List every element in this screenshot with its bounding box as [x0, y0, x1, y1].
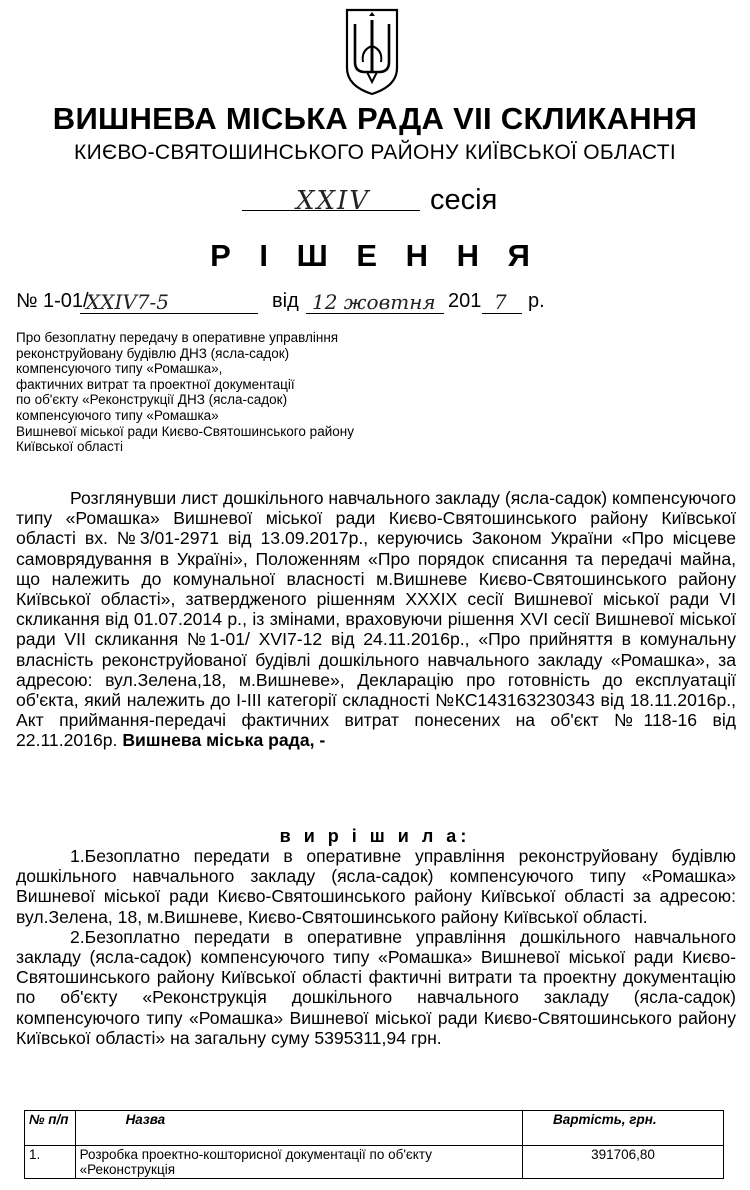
session-number-handwritten: XXIV	[296, 186, 371, 216]
header-no: № п/п	[25, 1111, 76, 1146]
subject-line: Київської області	[16, 439, 123, 455]
session-word: сесія	[430, 184, 498, 216]
year-suffix: р.	[528, 290, 545, 312]
cell-no: 1.	[25, 1146, 76, 1179]
year-digit-handwritten: 7	[494, 290, 507, 314]
preamble-text: Розглянувши лист дошкільного навчального закладу (ясла-садок) компенсуючого типу «Ромашка» Вишневої міської ради Києво-Святошинського району Київської області вх. №3/01-2971 від 13.09.2017р., керуючись Законом України «Про місцеве самоврядування в Україні», Положенням «Про порядок списання та передачі майна, що належить до комунальної власності м.Вишневе Києво-Святошинського району Київської області», затвердженого рішенням XXXIX сесії Вишневої міської ради VI скликання від 01.07.2014 р., із змінами, враховуючи рішення XVI сесії Вишневої міської ради VII скликання №1-01/ XVI7-12 від 24.11.2016р., «Про прийняття в комунальну власність реконструйованої будівлі дошкільного навчального закладу «Ромашка», за адресою: вул.Зелена,18, м.Вишневе», Декларацію про готовність до експлуатації об'єкта, який належить до I-III категорії складності №КС143163230343 від 18.11.2016р., Акт приймання-передачі фактичних витрат понесених на об'єкт №118-16 від 22.11.2016р.	[16, 488, 736, 751]
council-district: КИЄВО-СВЯТОШИНСЬКОГО РАЙОНУ КИЇВСЬКОЇ ОБЛАСТІ	[74, 141, 676, 164]
date-handwritten: 12 жовтня	[312, 290, 436, 314]
preamble-paragraph	[16, 488, 736, 751]
table-header-row	[25, 1111, 724, 1146]
trident-emblem-icon	[343, 6, 401, 96]
session-line	[242, 182, 542, 222]
preamble-bold-ending: Вишнева міська рада, -	[122, 730, 326, 751]
subject-line: Вишневої міської ради Києво-Святошинського району	[16, 423, 354, 439]
decision-item: 1.Безоплатно передати в оперативне управління реконструйовану будівлю дошкільного навчального закладу (ясла-садок) компенсуючого типу «Ромашка» Вишневої міської ради Києво-Святошинського району Київської області за адресою: вул.Зелена, 18, м.Вишневе, Києво-Святошинського району Київської області.	[16, 846, 736, 927]
document-title: Р І Ш Е Н Н Я	[210, 238, 540, 273]
decision-item: 2.Безоплатно передати в оперативне управління дошкільного навчального закладу (ясла-садок) компенсуючого типу «Ромашка» Вишневої міської ради Києво-Святошинського району Київської області фактичні витрати та проектну документацію по об'єкту «Реконструкція дошкільного навчального закладу (ясла-садок) компенсуючого типу «Ромашка» Вишневої міської ради Києво-Святошинського району Київської області» на загальну суму 5395311,94 грн.	[16, 926, 736, 1048]
table-row	[25, 1146, 724, 1179]
preamble	[16, 488, 736, 751]
header-cost: Вартість, грн.	[522, 1111, 723, 1146]
subject-block	[16, 330, 436, 455]
header-name: Назва	[75, 1111, 522, 1146]
subject-line: по об'єкту «Реконструкції ДНЗ (ясла-садок)	[16, 392, 288, 408]
decision-number-line	[16, 290, 736, 320]
cell-cost: 391706,80	[522, 1146, 723, 1179]
subject-line: реконструйовану будівлю ДНЗ (ясла-садок)	[16, 345, 290, 361]
decided-heading: в и р і ш и л а:	[279, 826, 471, 846]
council-title: ВИШНЕВА МІСЬКА РАДА VII СКЛИКАННЯ	[52, 101, 698, 136]
decision-items	[16, 846, 736, 1048]
cell-name: Розробка проектно-кошторисної документації по об'єкту «Реконструкція	[75, 1146, 522, 1179]
decision-prefix: № 1-01/	[16, 290, 89, 312]
subject-line: Про безоплатну передачу в оперативне управління	[16, 330, 339, 345]
subject-line: компенсуючого типу «Ромашка»,	[16, 361, 223, 377]
year-prefix: 201	[448, 290, 482, 312]
costs-table	[24, 1110, 724, 1179]
date-word: від	[272, 290, 299, 312]
subject-line: компенсуючого типу «Ромашка»	[16, 407, 219, 423]
subject-line: фактичних витрат та проектної документації	[16, 376, 295, 392]
decision-code-handwritten: XXIV7-5	[86, 290, 170, 314]
